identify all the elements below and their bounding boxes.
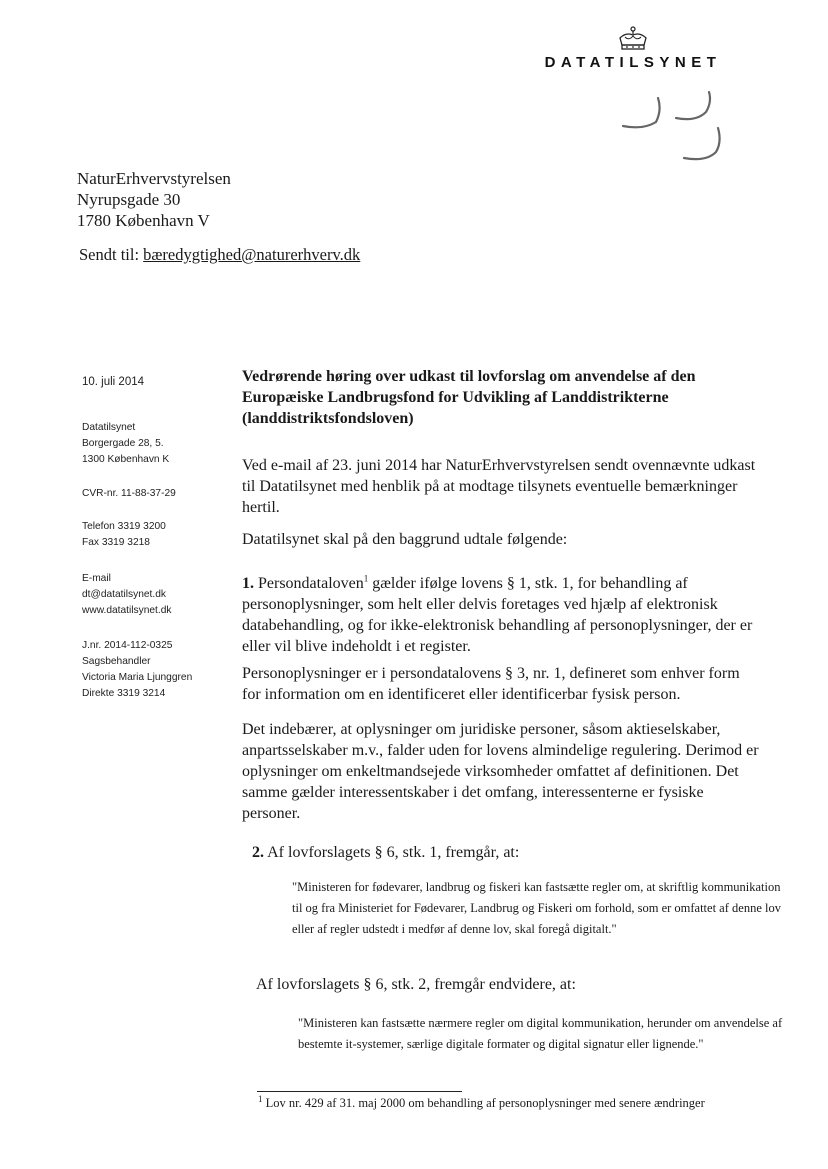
sender-email-link[interactable]: dt@datatilsynet.dk	[82, 589, 166, 600]
recipient-city: 1780 København V	[77, 211, 210, 230]
logo-text: DATATILSYNET	[544, 54, 722, 71]
quote-2: "Ministeren kan fastsætte nærmere regler om digital kommunikation, herunder om anvendelse af bestemte it-systemer, særlige digitale formater og digital signatur eller lignende."	[298, 1016, 783, 1051]
footnote-text: Lov nr. 429 af 31. maj 2000 om behandling af personoplysninger med senere ændringer	[262, 1096, 705, 1110]
sent-to-label: Sendt til:	[79, 245, 140, 264]
footnote-mark: 1	[258, 1093, 263, 1104]
section-number-2: 2.	[252, 844, 264, 861]
paragraph-intro: Ved e-mail af 23. juni 2014 har NaturErhvervstyrelsen sendt ovennævnte udkast til Datatilsynet med henblik på at modtage tilsynets eventuelle bemærkninger hertil.	[242, 457, 756, 516]
journal-number: J.nr. 2014-112-0325	[82, 640, 173, 651]
case-handler-name: Victoria Maria Ljunggren	[82, 672, 193, 683]
paragraph-1-text: gælder ifølge lovens § 1, stk. 1, for behandling af personoplysninger, som helt eller delvis foretages ved hjælp af elektronisk databehandling, og for ikke-elektronisk behandling af personoplysninger, der er eller vil blive indeholdt i et register.	[242, 575, 753, 655]
quote-1: "Ministeren for fødevarer, landbrug og fiskeri kan fastsætte regler om, at skriftlig kommunikation til og fra Ministeriet for Fødevarer, Landbrug og Fiskeri om forhold, som er omfattet af denne lov eller af regler udstedt i medfør af denne lov, skal foregå digitalt."	[292, 880, 781, 936]
cvr-number: CVR-nr. 11-88-37-29	[82, 488, 176, 499]
case-info	[82, 638, 192, 702]
fax-number: Fax 3319 3218	[82, 537, 150, 548]
letter-date: 10. juli 2014	[82, 376, 145, 388]
sender-city: 1300 København K	[82, 454, 170, 465]
section-number-1: 1.	[242, 575, 254, 592]
paragraph-1-lead: Persondataloven	[258, 575, 364, 592]
phone-number: Telefon 3319 3200	[82, 521, 166, 532]
footnote	[258, 1093, 705, 1111]
recipient-address	[77, 168, 231, 231]
email-label: E-mail	[82, 573, 111, 584]
datatilsynet-logo	[518, 26, 748, 71]
footnote-ref: 1	[363, 573, 369, 584]
contact-online	[82, 571, 171, 619]
sent-to-email-link[interactable]: bæredygtighed@naturerhverv.dk	[143, 245, 361, 264]
recipient-name: NaturErhvervstyrelsen	[77, 169, 231, 188]
sent-to-line	[79, 245, 360, 265]
sender-website-link[interactable]: www.datatilsynet.dk	[82, 605, 172, 616]
sender-address	[82, 420, 169, 468]
contact-phone	[82, 519, 166, 551]
paragraph-2	[252, 842, 770, 863]
paragraph-legal-persons: Det indebærer, at oplysninger om juridiske personer, såsom aktieselskaber, anpartsselskaber m.v., falder uden for lovens almindelige regulering. Derimod er oplysninger om enkeltmandsejede virksomheder omfattet af definitionen. Det samme gælder interessentskaber i det omfang, interessenterne er fysiske personer.	[242, 721, 759, 822]
paragraph-1	[242, 573, 760, 657]
paragraph-definition: Personoplysninger er i persondatalovens § 3, nr. 1, defineret som enhver form for information om en identificeret eller identificerbar fysisk person.	[242, 665, 740, 703]
sender-street: Borgergade 28, 5.	[82, 438, 164, 449]
footnote-divider	[257, 1091, 462, 1092]
handwritten-mark	[618, 88, 733, 168]
letter-subject: Vedrørende høring over udkast til lovforslag om anvendelse af den Europæiske Landbrugsfond for Udvikling af Landdistrikterne (landdistriktsfondsloven)	[242, 368, 696, 427]
paragraph-3: Af lovforslagets § 6, stk. 2, fremgår endvidere, at:	[256, 976, 576, 993]
direct-phone: Direkte 3319 3214	[82, 688, 166, 699]
paragraph-2-text: Af lovforslagets § 6, stk. 1, fremgår, at:	[267, 844, 520, 861]
crown-icon	[616, 26, 650, 52]
recipient-street: Nyrupsgade 30	[77, 190, 181, 209]
sender-name: Datatilsynet	[82, 422, 136, 433]
case-handler-label: Sagsbehandler	[82, 656, 151, 667]
paragraph-statement: Datatilsynet skal på den baggrund udtale følgende:	[242, 531, 568, 548]
